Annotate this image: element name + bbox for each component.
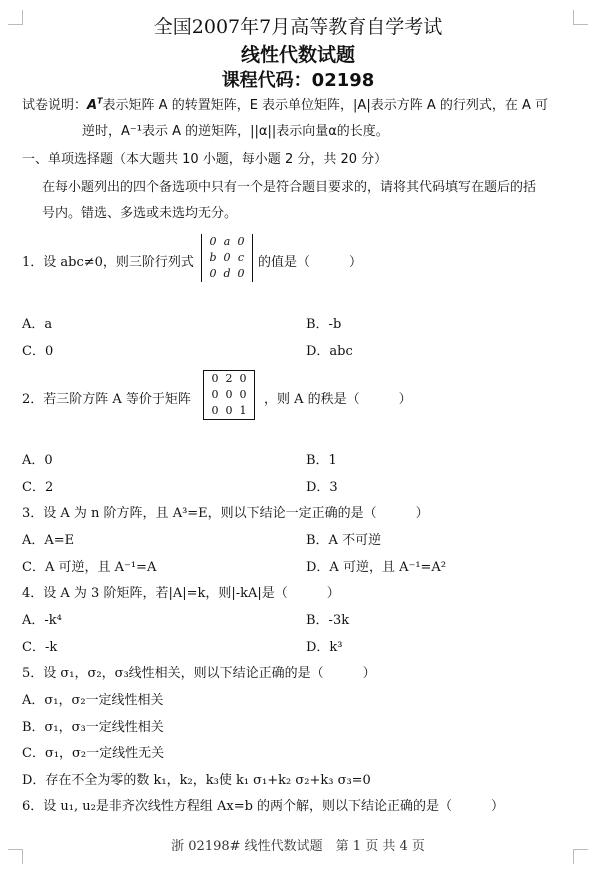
- q1-suffix: 的值是（ ）: [258, 255, 363, 270]
- q1-determinant: [201, 234, 253, 282]
- q1-determinant-cell: b: [209, 251, 217, 264]
- notes-line-2: 逆时，A⁻¹表示 A 的逆矩阵，||α||表示向量α的长度。: [82, 124, 389, 139]
- q3-stem: 3．设 A 为 n 阶方阵，且 A³=E，则以下结论一定正确的是（ ）: [22, 506, 429, 521]
- q2-prefix: 2．若三阶方阵 A 等价于矩阵: [22, 392, 191, 407]
- q1-option-b: B．-b: [306, 317, 342, 332]
- q1-option-c: C．0: [22, 344, 54, 359]
- q2-matrix-cell: 0: [225, 404, 233, 417]
- q3-option-c: C．A 可逆，且 A⁻¹=A: [22, 560, 157, 575]
- transpose-symbol: $A^T$: [87, 96, 103, 113]
- q1-determinant-cell: d: [223, 267, 231, 280]
- q2-matrix: [203, 370, 255, 420]
- course-code: 课程代码：02198: [221, 70, 375, 91]
- q4-option-c: C．-k: [22, 640, 58, 655]
- q2-matrix-cell: 2: [225, 372, 233, 385]
- q1-option-a: A．a: [22, 317, 53, 332]
- q2-option-b: B．1: [306, 453, 337, 468]
- q2-option-a: A．0: [22, 453, 53, 468]
- subject-title: 线性代数试题: [240, 44, 355, 66]
- q2-matrix-cell: 0: [211, 372, 219, 385]
- q2-matrix-row: [208, 403, 250, 419]
- q3-option-b: B．A 不可逆: [306, 533, 382, 548]
- page-footer: 浙 02198# 线性代数试题 第 1 页 共 4 页: [171, 839, 425, 854]
- q1-determinant-cell: a: [223, 235, 231, 248]
- q2-matrix-cell: 1: [239, 404, 247, 417]
- notes-rest: 表示矩阵 A 的转置矩阵，E 表示单位矩阵，|A|表示方阵 A 的行列式，在 A 可: [102, 98, 549, 113]
- q1-determinant-cell: 0: [223, 251, 231, 264]
- q3-option-a: A．A=E: [22, 533, 75, 548]
- q2-matrix-cell: 0: [211, 404, 219, 417]
- q2-suffix: ，则 A 的秩是（ ）: [264, 392, 412, 407]
- q4-option-b: B．-3k: [306, 613, 350, 628]
- q1-determinant-cell: c: [237, 251, 245, 264]
- q2-matrix-cell: 0: [239, 388, 247, 401]
- q4-option-d: D．k³: [306, 640, 343, 655]
- q1-determinant-row: [206, 234, 248, 250]
- q1-determinant-cell: 0: [209, 235, 217, 248]
- notes-line-1: [22, 98, 548, 114]
- q1-determinant-cell: 0: [237, 235, 245, 248]
- q2-matrix-cell: 0: [239, 372, 247, 385]
- q2-matrix-cell: 0: [225, 388, 233, 401]
- section-heading: 一、单项选择题（本大题共 10 小题，每小题 2 分，共 20 分）: [22, 152, 388, 167]
- q5-stem: 5．设 σ₁，σ₂，σ₃线性相关，则以下结论正确的是（ ）: [22, 666, 376, 681]
- q5-option-a: A．σ₁，σ₂一定线性相关: [22, 693, 164, 708]
- q6-stem: 6．设 u₁, u₂是非齐次线性方程组 Ax=b 的两个解，则以下结论正确的是（ ）: [22, 799, 505, 814]
- instruction-line-2: 号内。错选、多选或未选均无分。: [42, 206, 238, 221]
- q5-option-c: C．σ₁，σ₂一定线性无关: [22, 746, 165, 761]
- q2-option-c: C．2: [22, 480, 54, 495]
- q1-determinant-cell: 0: [209, 267, 217, 280]
- q1-determinant-cell: 0: [237, 267, 245, 280]
- q2-matrix-cell: 0: [211, 388, 219, 401]
- q5-option-b: B．σ₁，σ₃一定线性相关: [22, 720, 164, 735]
- q1-prefix: 1．设 abc≠0，则三阶行列式: [22, 255, 194, 270]
- q2-option-d: D．3: [306, 480, 338, 495]
- exam-title: 全国2007年7月高等教育自学考试: [153, 16, 443, 38]
- q3-option-d: D．A 可逆，且 A⁻¹=A²: [306, 560, 447, 575]
- q5-option-d: D．存在不全为零的数 k₁，k₂，k₃使 k₁ σ₁+k₂ σ₂+k₃ σ₃=0: [22, 773, 371, 788]
- q4-option-a: A．-k⁴: [22, 613, 62, 628]
- instruction-line-1: 在每小题列出的四个备选项中只有一个是符合题目要求的，请将其代码填写在题后的括: [42, 180, 537, 195]
- q1-determinant-row: [206, 250, 248, 266]
- notes-prefix: 试卷说明：: [22, 98, 88, 113]
- q1-option-d: D．abc: [306, 344, 353, 359]
- q1-determinant-row: [206, 266, 248, 282]
- q2-matrix-row: [208, 387, 250, 403]
- q4-stem: 4．设 A 为 3 阶矩阵，若|A|=k，则|-kA|是（ ）: [22, 586, 340, 601]
- q2-matrix-row: [208, 371, 250, 387]
